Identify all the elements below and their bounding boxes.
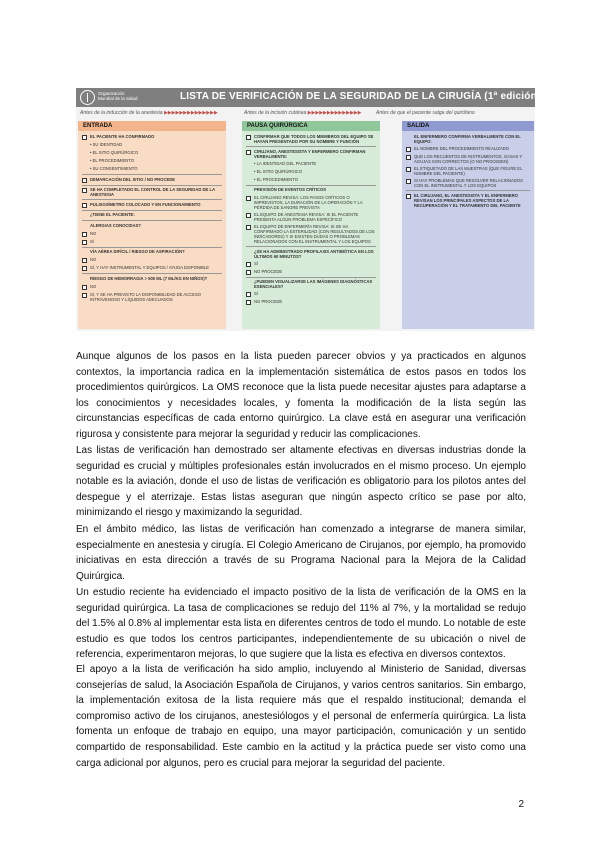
checklist-item-label: PULSIOXÍMETRO COLOCADO Y EN FUNCIONAMIENTO [90,201,201,207]
column-salida [402,121,534,329]
checklist-item-label: EL ETIQUETADO DE LAS MUESTRAS (QUE FIGURE EL NOMBRE DEL PACIENTE) [414,166,523,176]
checklist-item [246,269,376,275]
checkbox-icon [246,225,251,230]
item-divider [246,246,376,247]
checkbox-icon [246,262,251,267]
checklist-item [82,231,222,237]
checklist-item [246,169,376,175]
checklist-item-label: • LA IDENTIDAD DEL PACIENTE [254,160,317,166]
checkbox-icon [82,240,87,245]
paragraph-5: El apoyo a la lista de verificación ha sido amplio, incluyendo al Ministerio de Sanidad, diversas consejerías de salud, la Asociación Española de Cirujanos, y varios centros sanitarios. Sin embargo, la implementación exitosa de la lista requiere más que el respaldo institucional; demanda el compromiso activo de los cirujanos, anestesiólogos y el personal de enfermería quirúrgica. La lista fomenta un enfoque de trabajo en equipo, una mayor participación, comunicación y un sentido compartido de responsabilidad. Este cambio en la actitud y la práctica puede ser visto como una carga adicional por algunos, pero es crucial para mejorar la seguridad del paciente. [76,664,526,769]
checklist-item-label: NO [90,230,97,236]
checklist-item [82,257,222,263]
checklist-item-label: CIRUJANO, ANESTESISTA Y ENFERMERO CONFIRMAN VERBALMENTE: [254,148,366,159]
checklist-item-label: EL EQUIPO DE ANESTESIA REVISA: SI EL PACIENTE PRESENTA ALGÚN PROBLEMA ESPECÍFICO [254,212,359,222]
checkbox-icon [82,285,87,290]
checklist-item-label: QUE LOS RECUENTOS DE INSTRUMENTOS, GASAS Y AGUJAS SON CORRECTOS (O NO PROCEDEN) [414,154,523,164]
column-heading: ENTRADA [78,121,226,131]
checklist-item [406,154,530,164]
arrow-icon: ▶▶▶▶▶▶▶▶▶▶▶▶▶▶ [307,110,362,116]
paragraph-4: Un estudio reciente ha evidenciado el impacto positivo de la lista de verificación de la OMS en la seguridad quirúrgica. La tasa de complicaciones se redujo del 11% al 7%, y la mortalidad se redujo del 1.5% al 0.8% al implementar esta lista en diferentes centros de todo el mundo. Lo notable de este estudio es que todos los centros participantes, independientemente de su ubicación o nivel de referencia, experimentaron mejoras, lo que sugiere que la lista es efectiva en diversos contextos. [76,587,526,661]
checklist-item [246,291,376,297]
checklist-item-label: CONFIRMAR QUE TODOS LOS MIEMBROS DEL EQUIPO SE HAYAN PRESENTADO POR SU NOMBRE Y FUNCIÓN [254,134,374,144]
item-divider [246,146,376,147]
checklist-item-label: PREVISIÓN DE EVENTOS CRÍTICOS [254,187,327,192]
checkbox-icon [82,178,87,183]
checklist-item-label: EL NOMBRE DEL PROCEDIMIENTO REALIZADO [414,146,510,151]
checkbox-icon [406,179,411,184]
column-items [402,131,534,208]
checklist-item-label: NO PROCEDE [254,299,283,304]
checklist-item [82,166,222,172]
checklist-item [82,239,222,245]
checkbox-icon [246,292,251,297]
surgical-safety-checklist [76,88,541,331]
checklist-item-label: SÍ [254,291,258,296]
checklist-header [76,88,541,107]
item-divider [82,220,222,221]
column-items [78,131,226,302]
checklist-item [246,249,376,259]
checklist-item-label: DEMARCACIÓN DEL SITIO / NO PROCEDE [90,176,176,182]
checklist-item [82,177,222,183]
checklist-item-label: SÍ, Y SE HA PREVISTO LA DISPONIBILIDAD DE ACCESO INTRAVENOSO Y LÍQUIDOS ADECUADOS [90,291,202,302]
checklist-item-label: ¿SE HA ADMINISTRADO PROFILAXIS ANTIBIÓTICA EN LOS ÚLTIMOS 60 MINUTOS? [254,248,374,259]
checkbox-icon [82,232,87,237]
checklist-item [246,187,376,193]
item-divider [82,247,222,248]
column-heading: SALIDA [402,121,534,131]
checklist-item-label: SE HA COMPLETADO EL CONTROL DE LA SEGURIDAD DE LA ANESTESIA [90,187,215,197]
phase-before-exit: Antes de que el paciente salga del quirófano [376,110,475,116]
checklist-item-label: • EL PROCEDIMIENTO [90,158,135,163]
org-line-2: Mundial de la Salud [98,96,138,101]
checklist-item-label: NO [90,283,97,289]
phase-label-salida [376,109,475,117]
who-logo-icon [80,90,95,105]
checklist-item [406,166,530,176]
checklist-item [406,178,530,188]
column-pausa-quirurgica [242,121,380,329]
item-divider [406,190,530,191]
checklist-item [82,134,222,140]
item-divider [82,174,222,175]
checkbox-icon [82,258,87,263]
checklist-item-label: VÍA AÉREA DIFÍCIL / RIESGO DE ASPIRACIÓN? [90,249,185,254]
checkbox-icon [406,155,411,160]
checklist-item [82,276,222,282]
checklist-item-label: • EL PROCEDIMIENTO [254,176,299,182]
checklist-item [82,284,222,290]
checkbox-icon [246,213,251,218]
checklist-item-label: ¿TIENE EL PACIENTE: [90,212,135,217]
checklist-item [82,292,222,302]
checklist-item [406,193,530,208]
checklist-item [82,249,222,255]
checklist-item [246,161,376,167]
checklist-item-label: EL CIRUJANO REVISA: LOS PASOS CRÍTICOS O IMPREVISTOS, LA DURACIÓN DE LA OPERACIÓN Y LA PÉRDIDA DE SANGRE PREVISTA [254,195,363,210]
checklist-item [82,150,222,156]
checklist-item [246,279,376,289]
checklist-item [246,299,376,305]
paragraph-2: Las listas de verificación han demostrado ser altamente efectivas en diversas industrias donde la seguridad es crucial y múltiples profesionales están involucrados en el mismo proceso. Un ejemplo notable es la aviación, donde el uso de listas de verificación es obligatorio para los pilotos antes del despegue y el aterrizaje. Estas listas aseguran que ningún aspecto crítico se pase por alto, minimizando el riesgo y maximizando la seguridad. [76,445,526,519]
checklist-title: LISTA DE VERIFICACIÓN DE LA SEGURIDAD DE LA CIRUGÍA (1ª edición) [180,91,541,102]
checklist-item-label: • EL SITIO QUIRÚRGICO [90,150,139,155]
column-heading: PAUSA QUIRÚRGICA [242,121,380,131]
checklist-item-label: ALERGIAS CONOCIDAS? [90,222,141,228]
checklist-item-label: • EL SITIO QUIRÚRGICO [254,168,303,174]
checklist-item-label: EL PACIENTE HA CONFIRMADO [90,134,155,139]
checkbox-icon [406,194,411,199]
checkbox-icon [246,300,251,305]
checklist-item-label: • SU CONSENTIMIENTO [90,166,138,171]
item-divider [82,273,222,274]
arrow-icon: ▶▶▶▶▶▶▶▶▶▶▶▶▶▶ [163,110,218,116]
checklist-item-label: SÍ [254,260,258,266]
checkbox-icon [246,150,251,155]
column-items [242,131,380,305]
checklist-item-label: ¿PUEDEN VISUALIZARSE LAS IMÁGENES DIAGNÓSTICAS ESENCIALES? [254,279,373,289]
item-divider [246,185,376,186]
checklist-item-label: SÍ [90,238,94,244]
checklist-item [406,134,530,144]
checklist-item [82,223,222,229]
checklist-item [82,158,222,164]
item-divider [82,199,222,200]
checklist-item-label: EL ENFERMERO CONFIRMA VERBALMENTE CON EL EQUIPO: [414,134,521,144]
checkbox-icon [82,266,87,271]
checkbox-icon [406,147,411,152]
checklist-item [246,224,376,244]
checklist-item [82,142,222,148]
checklist-item [82,187,222,197]
column-entrada [78,121,226,329]
phase-before-incision: Antes de la incisión cutánea [244,110,307,116]
checklist-item [82,265,222,271]
checkbox-icon [246,270,251,275]
checkbox-icon [406,167,411,172]
checkbox-icon [82,135,87,140]
checkbox-icon [82,188,87,193]
paragraph-1: Aunque algunos de los pasos en la lista pueden parecer obvios y ya practicados en algunos contextos, la importancia radica en la implementación sistemática de estos pasos en todos los procedimientos quirúrgicos. La OMS reconoce que la lista puede necesitar ajustes para adaptarse a los conocimientos y necesidades locales, y fomenta la modificación de la lista según las circunstancias específicas de cada entorno quirúrgico. La clave está en asegurar una verificación rigurosa y consistente para mejorar la seguridad y reducir las complicaciones. [76,351,526,440]
checklist-item [246,261,376,267]
checklist-item [246,149,376,159]
checklist-item [82,212,222,218]
checklist-item-label: NO [90,257,97,262]
checklist-item [246,212,376,222]
checklist-item [246,134,376,144]
phase-label-pausa [244,109,362,117]
checkbox-icon [82,203,87,208]
checklist-item-label: NO PROCEDE [254,268,283,274]
checklist-item [246,195,376,210]
checklist-item-label: SI HAY PROBLEMAS QUE RESOLVER RELACIONADOS CON EL INSTRUMENTAL Y LOS EQUIPOS [414,178,523,188]
item-divider [82,185,222,186]
checklist-item-label: • SU IDENTIDAD [90,142,123,147]
phase-label-entrada [80,109,218,117]
checkbox-icon [82,293,87,298]
checkbox-icon [246,135,251,140]
paragraph-3: En el ámbito médico, las listas de verificación han comenzado a integrarse de manera similar, especialmente en anestesia y cirugía. El Colegio Americano de Cirujanos, por ejemplo, ha promovido iniciativas en esta dirección a través de su Programa Nacional para la Mejora de la Calidad Quirúrgica. [76,524,526,582]
item-divider [82,210,222,211]
checklist-item [406,146,530,152]
item-divider [246,277,376,278]
checklist-item-label: RIESGO DE HEMORRAGIA > 500 ML (7 ML/KG EN NIÑOS)? [90,275,208,281]
checklist-item [246,177,376,183]
checklist-item [82,202,222,208]
who-org-name [98,91,138,101]
checklist-item-label: SÍ, Y HAY INSTRUMENTAL Y EQUIPOS / AYUDA DISPONIBLE [90,265,210,270]
org-line-1: Organización [98,91,125,96]
checklist-item-label: EL EQUIPO DE ENFERMERÍA REVISA: SI SE HA CONFIRMADO LA ESTERILIDAD (CON RESULTADOS DE LOS INDICADORES) Y SI EXISTEN DUDAS O PROBLEMAS RELACIONADOS CON EL INSTRUMENTAL Y LOS EQUIPOS [254,224,375,244]
checkbox-icon [246,196,251,201]
page-number: 2 [518,799,524,810]
checklist-item-label: EL CIRUJANO, EL ANESTESISTA Y EL ENFERMERO REVISAN LOS PRINCIPALES ASPECTOS DE LA RECUPERACIÓN Y EL TRATAMIENTO DEL PACIENTE [414,192,521,208]
phase-before-anesthesia: Antes de la inducción de la anestesia [80,110,163,116]
